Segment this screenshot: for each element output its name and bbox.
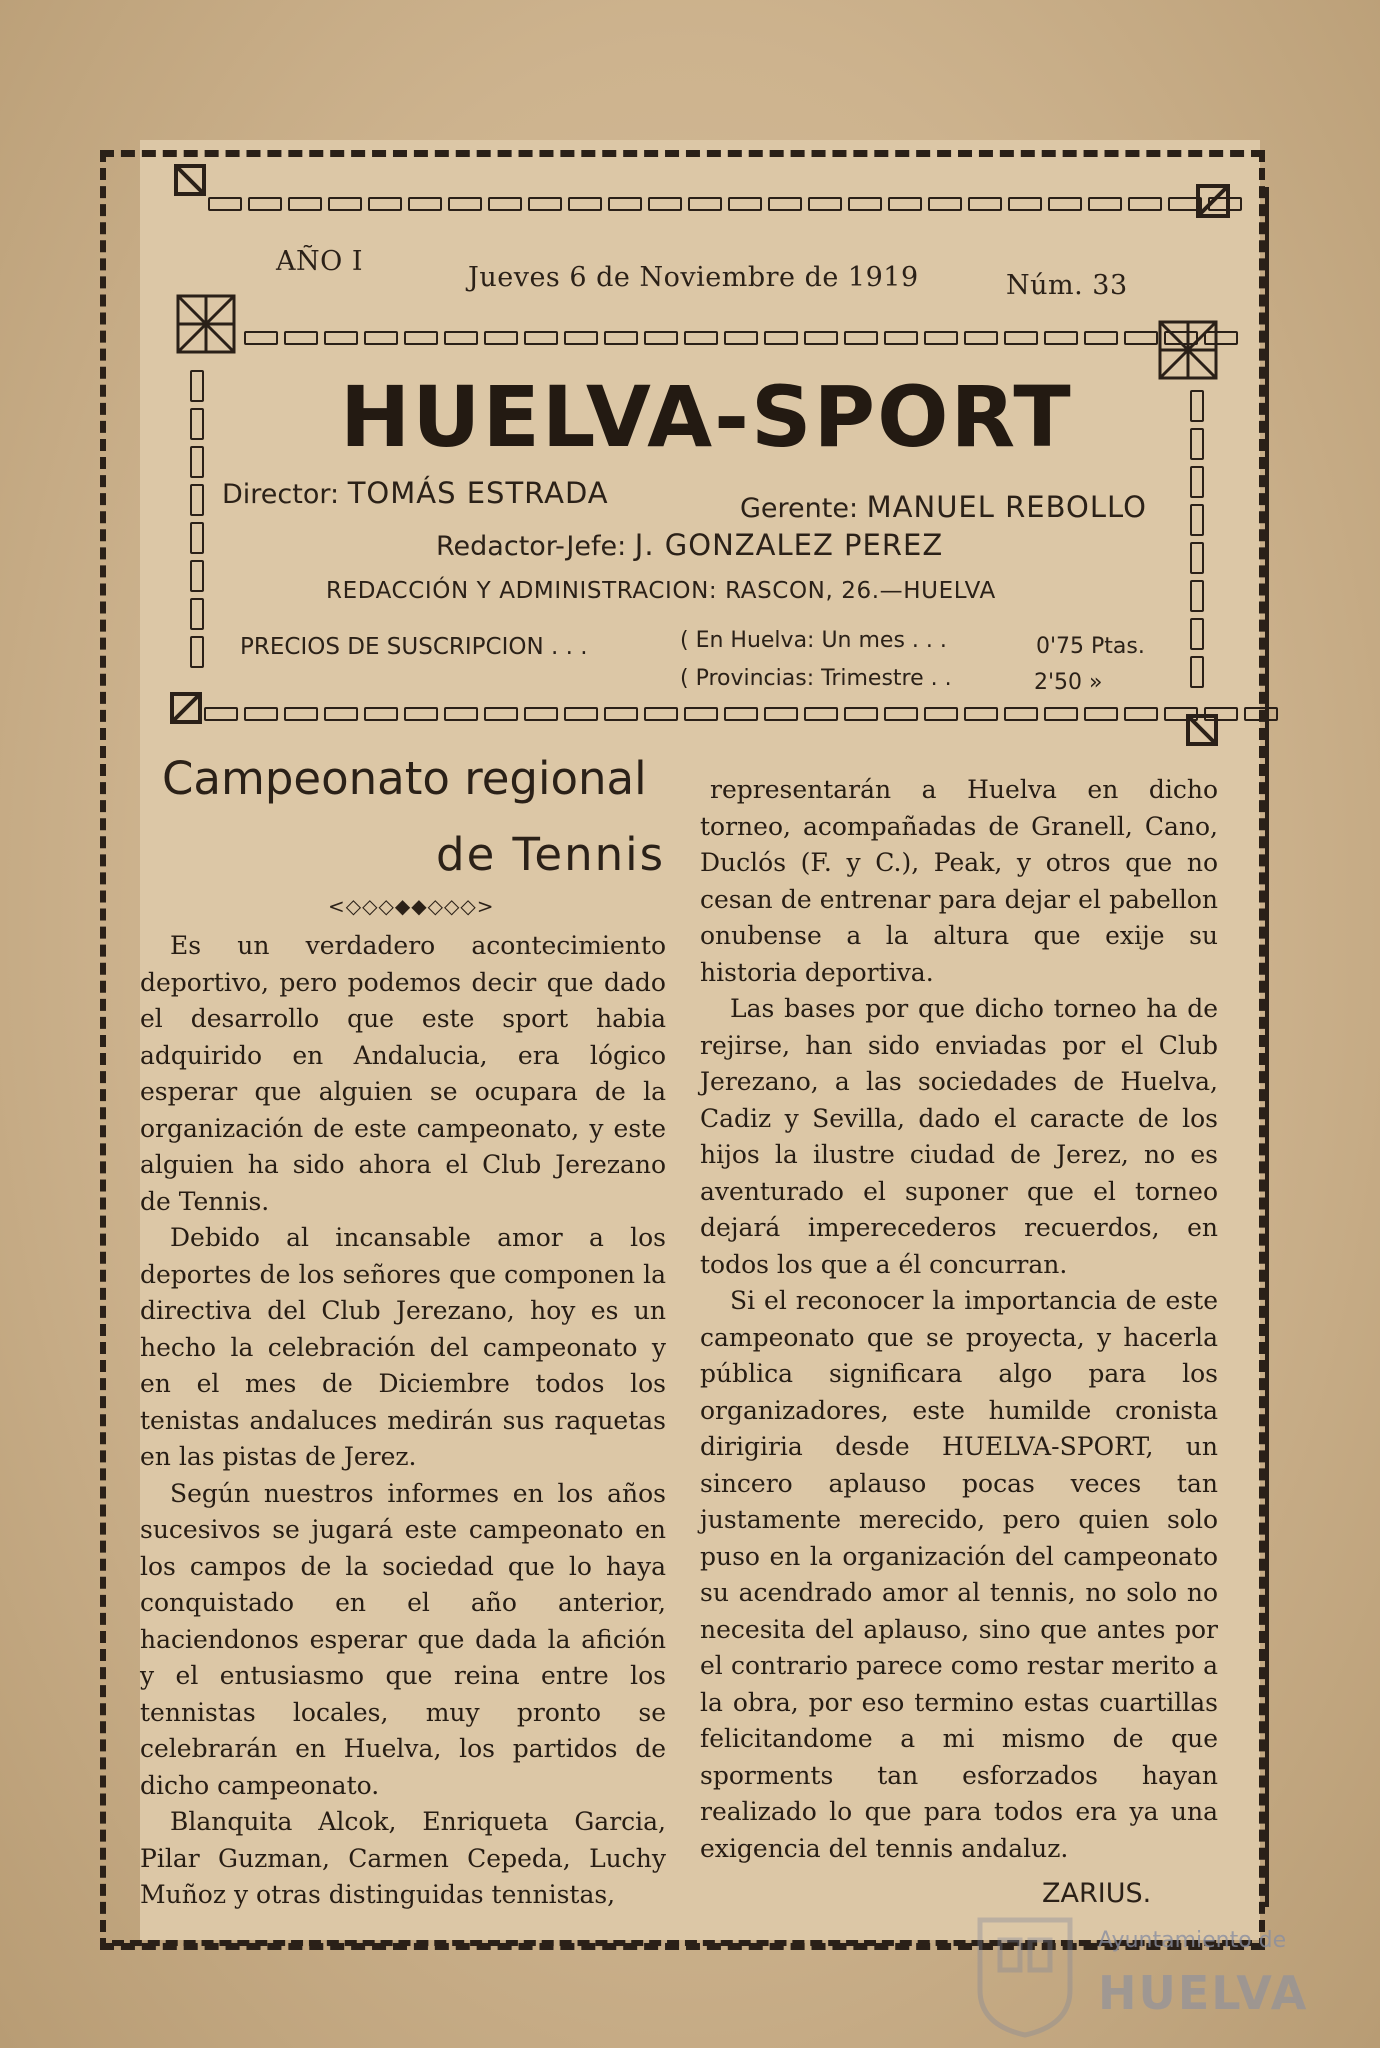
ornament-cell xyxy=(724,331,758,345)
ornament-cell xyxy=(724,707,758,721)
ornament-cell xyxy=(364,331,398,345)
price-provincias-value: 2'50 » xyxy=(1034,670,1103,695)
ornament-cell xyxy=(190,598,204,630)
ornament-cell xyxy=(1244,707,1278,721)
ornament-cell xyxy=(190,408,204,440)
redactor-line xyxy=(436,528,943,562)
corner-ornament-bottom-left xyxy=(168,690,208,730)
ornament-cell xyxy=(364,707,398,721)
ornament-cell xyxy=(368,197,402,211)
director-name: TOMÁS ESTRADA xyxy=(347,476,609,510)
price-huelva-label: ( En Huelva: Un mes . . . xyxy=(680,628,947,653)
paragraph: Blanquita Alcok, Enriqueta Garcia, Pilar Guzman, Carmen Cepeda, Luchy Muñoz y otras distinguidas tennistas, xyxy=(140,1807,666,1909)
ornament-cell xyxy=(1084,707,1118,721)
ornament-cell xyxy=(190,636,204,668)
ornament-cell xyxy=(644,331,678,345)
ornament-cell xyxy=(884,707,918,721)
paragraph: Según nuestros informes en los años sucesivos se jugará este campeonato en los campos de la sociedad que lo haya conquistado en el año anterior, haciendonos esperar que dada la afición y el entusiasmo que reina entre los tennistas locales, muy pronto se celebrarán en Huelva, los partidos de dicho campeonato. xyxy=(140,1478,666,1800)
ornament-cell xyxy=(688,197,722,211)
ornament-column-left xyxy=(190,370,206,668)
issue-number: Núm. 33 xyxy=(1006,270,1128,301)
ornament-cell xyxy=(328,197,362,211)
ornament-cell xyxy=(528,197,562,211)
corner-ornament-bottom-right xyxy=(1184,712,1224,752)
ornament-cell xyxy=(764,707,798,721)
flourish-icon-right xyxy=(1152,314,1224,386)
ornament-cell xyxy=(324,331,358,345)
ornament-cell xyxy=(1190,428,1204,460)
director-label: Director: xyxy=(222,479,340,510)
address-line: REDACCIÓN Y ADMINISTRACION: RASCON, 26.—HUELVA xyxy=(326,578,996,604)
issue-date: Jueves 6 de Noviembre de 1919 xyxy=(468,262,919,293)
ornament-cell xyxy=(568,197,602,211)
ornament-cell xyxy=(924,707,958,721)
ornament-cell xyxy=(1190,466,1204,498)
ornament-cell xyxy=(1124,707,1158,721)
ornament-cell xyxy=(684,331,718,345)
paragraph: Si el reconocer la importancia de este campeonato que se proyecta, y hacerla pública significara algo para los organizadores, este humilde cronista dirigiria desde HUELVA-SPORT, un sincero aplauso pocas veces tan justamente merecido, pero quien solo puso en la organización del campeonato su acendrado amor al tennis, no solo no necesita del aplauso, sino que antes por el contrario parece como restar merito a la obra, por eso termino estas cuartillas felicitandome a mi mismo de que sporments tan esforzados hayan realizado lo que para todos era ya una exigencia del tennis andaluz. xyxy=(700,1286,1218,1863)
ornament-cell xyxy=(804,707,838,721)
ornament-cell xyxy=(204,707,238,721)
ornament-cell xyxy=(524,707,558,721)
corner-ornament-top-right xyxy=(1168,180,1240,252)
corner-ornament-top-left xyxy=(170,160,242,232)
watermark-text-line2: HUELVA xyxy=(1098,1966,1309,2020)
article-column-left xyxy=(140,928,666,1914)
ornament-cell xyxy=(1190,542,1204,574)
ornament-cell xyxy=(190,560,204,592)
ornament-cell xyxy=(1084,331,1118,345)
price-provincias-label: ( Provincias: Trimestre . . xyxy=(680,666,952,691)
ornament-cell xyxy=(1190,618,1204,650)
ornament-cell xyxy=(448,197,482,211)
watermark-text-line1: Ayuntamiento de xyxy=(1098,1928,1287,1953)
ornament-cell xyxy=(488,197,522,211)
ornament-cell xyxy=(444,331,478,345)
ornament-cell xyxy=(408,197,442,211)
ornament-cell xyxy=(1190,390,1204,422)
article-title-line2: de Tennis xyxy=(436,828,666,881)
ornament-cell xyxy=(444,707,478,721)
ornament-cell xyxy=(644,707,678,721)
ornament-cell xyxy=(764,331,798,345)
ornament-cell xyxy=(404,331,438,345)
paragraph: Es un verdadero acontecimiento deportivo, pero podemos decir que dado el desarrollo que este sport habia adquirido en Andalucia, era lógico esperar que alguien se ocupara de la organización de este campeonato, y este alguien ha sido ahora el Club Jerezano de Tennis. xyxy=(140,931,666,1216)
ornament-row-bottom xyxy=(204,702,1278,724)
ornament-cell xyxy=(1190,580,1204,612)
ornament-cell xyxy=(248,197,282,211)
ornament-cell xyxy=(1008,197,1042,211)
ornament-row-middle xyxy=(244,326,1238,348)
issue-year: AÑO I xyxy=(276,246,364,277)
article-column-right xyxy=(700,772,1218,1867)
ornament-cell xyxy=(808,197,842,211)
ornament-cell xyxy=(284,707,318,721)
ornament-cell xyxy=(684,707,718,721)
ornament-cell xyxy=(888,197,922,211)
ornament-cell xyxy=(1190,656,1204,688)
article-title-line1: Campeonato regional xyxy=(162,752,647,805)
redactor-label: Redactor-Jefe: xyxy=(436,531,627,562)
ornament-cell xyxy=(968,197,1002,211)
prices-label: PRECIOS DE SUSCRIPCION . . . xyxy=(240,634,588,660)
ornament-cell xyxy=(404,707,438,721)
ornament-cell xyxy=(1190,504,1204,536)
ornament-cell xyxy=(1048,197,1082,211)
ornament-cell xyxy=(928,197,962,211)
ornament-cell xyxy=(1044,331,1078,345)
redactor-name: J. GONZALEZ PEREZ xyxy=(634,528,944,562)
ornament-cell xyxy=(804,331,838,345)
ornament-cell xyxy=(924,331,958,345)
title-separator: <◇◇◇◆◆◇◇◇> xyxy=(328,894,495,918)
ornament-cell xyxy=(964,707,998,721)
ornament-cell xyxy=(484,331,518,345)
ornament-cell xyxy=(190,370,204,402)
gerente-label: Gerente: xyxy=(740,493,859,524)
ornament-cell xyxy=(844,331,878,345)
ornament-cell xyxy=(964,331,998,345)
ornament-cell xyxy=(288,197,322,211)
director-line xyxy=(222,476,609,510)
gerente-line xyxy=(740,490,1147,524)
ornament-cell xyxy=(1088,197,1122,211)
ornament-cell xyxy=(324,707,358,721)
ornament-cell xyxy=(244,331,278,345)
ornament-column-right xyxy=(1190,390,1206,688)
ornament-cell xyxy=(524,331,558,345)
ornament-cell xyxy=(884,331,918,345)
ornament-cell xyxy=(564,707,598,721)
ornament-cell xyxy=(1004,707,1038,721)
price-huelva-value: 0'75 Ptas. xyxy=(1036,634,1145,659)
ornament-cell xyxy=(190,446,204,478)
border-right-rule xyxy=(1265,187,1269,1907)
ornament-cell xyxy=(648,197,682,211)
ornament-cell xyxy=(284,331,318,345)
ornament-row-top xyxy=(208,192,1242,214)
paragraph: representarán a Huelva en dicho torneo, acompañadas de Granell, Cano, Duclós (F. y C.), Peak, y otros que no cesan de entrenar para dejar el pabellon onubense a la altura que exije su historia deportiva. xyxy=(700,775,1218,987)
ornament-cell xyxy=(768,197,802,211)
ornament-cell xyxy=(1004,331,1038,345)
ornament-cell xyxy=(190,484,204,516)
paragraph: Las bases por que dicho torneo ha de rejirse, han sido enviadas por el Club Jerezano, a las sociedades de Huelva, Cadiz y Sevilla, dado el caracte de los hijos la ilustre ciudad de Jerez, no es aventurado el suponer que el torneo dejará imperecederos recuerdos, en todos los que a él concurran. xyxy=(700,994,1218,1279)
ornament-cell xyxy=(564,331,598,345)
gerente-name: MANUEL REBOLLO xyxy=(866,490,1147,524)
ornament-cell xyxy=(1128,197,1162,211)
ornament-cell xyxy=(604,331,638,345)
ornament-cell xyxy=(484,707,518,721)
ornament-cell xyxy=(1044,707,1078,721)
ornament-cell xyxy=(244,707,278,721)
ornament-cell xyxy=(604,707,638,721)
ornament-cell xyxy=(190,522,204,554)
paragraph: Debido al incansable amor a los deportes de los señores que componen la directiva del Club Jerezano, hoy es un hecho la celebración del campeonato y en el mes de Diciembre todos los tenistas andaluces medirán sus raquetas en las pistas de Jerez. xyxy=(140,1223,666,1471)
article-signature: ZARIUS. xyxy=(1042,1878,1152,1909)
ornament-cell xyxy=(728,197,762,211)
flourish-icon-left xyxy=(170,288,242,360)
ornament-cell xyxy=(844,707,878,721)
masthead-title: HUELVA-SPORT xyxy=(340,368,1073,466)
ornament-cell xyxy=(848,197,882,211)
ornament-cell xyxy=(608,197,642,211)
